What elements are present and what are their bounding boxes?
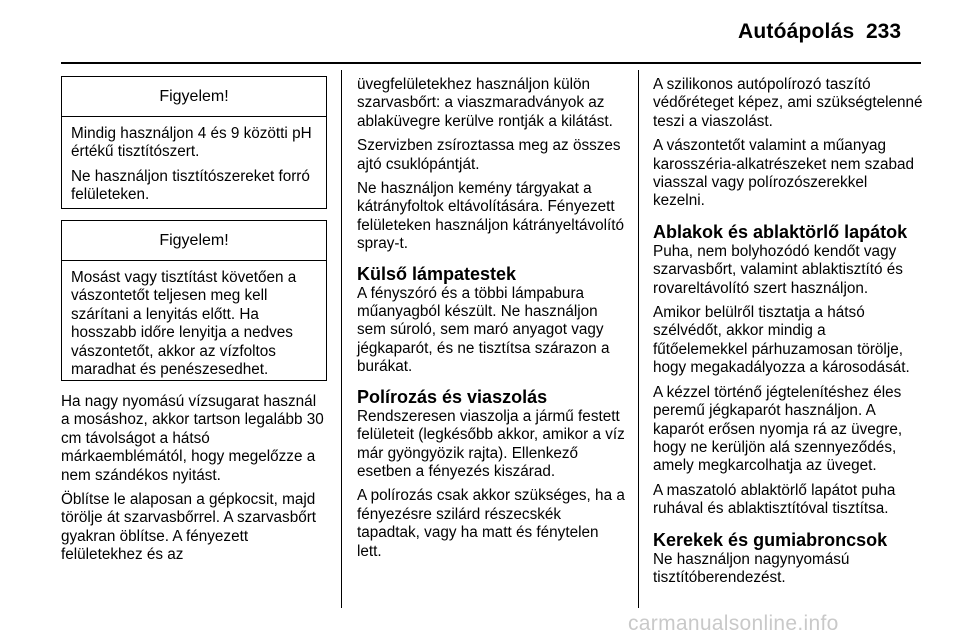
body-paragraph: Amikor belülről tisztatja a hátsó szélvédőt, akkor mindig a fűtőelemekkel párhuzamosan törölje, hogy megakadályozza a károsodását.: [653, 304, 910, 377]
body-paragraph: A szilikonos autópolírozó taszító védőréteget képez, ami szükségtelenné teszi a viaszolást.: [653, 76, 923, 130]
header-rule: [61, 62, 921, 64]
body-paragraph: Ha nagy nyomású vízsugarat használ a mosáshoz, akkor tartson legalább 30 cm távolságot a hátsó márkaemblémától, hogy megelőzze a nem szándékos nyitást.: [61, 393, 324, 484]
section-heading-wheels: Kerekek és gumiabroncsok: [653, 529, 888, 550]
body-paragraph: A polírozás csak akkor szükséges, ha a fényezésre szilárd részecskék tapadtak, vagy ha matt és fénytelen lett.: [357, 487, 625, 560]
column-3: [653, 76, 923, 593]
body-paragraph: Ne használjon nagynyomású tisztítóberendezést.: [653, 550, 850, 586]
running-header-title: Autóápolás: [738, 20, 855, 43]
body-paragraph: Ne használjon kemény tárgyakat a kátrányfoltok eltávolítására. Fényezett felületeken használjon kátrányeltávolító spray-t.: [357, 180, 625, 253]
warning-box-body: [62, 117, 326, 213]
body-paragraph: A fényszóró és a többi lámpabura műanyagból készült. Ne használjon sem súroló, sem maró anyagot vagy jégkaparót, és ne tisztítsa szárazon a burákat.: [357, 284, 610, 376]
watermark: carmanualsonline.info: [628, 612, 839, 635]
body-paragraph: Szervizben zsíroztassa meg az összes ajtó csuklópántját.: [357, 137, 621, 173]
warning-text: Mosást vagy tisztítást követően a vászontetőt teljesen meg kell szárítani a lenyitás előtt. Ha hosszabb időre lenyitja a nedves vászontetőt, akkor az vízfoltos maradhat és penészesedhet.: [71, 269, 297, 379]
body-paragraph: Rendszeresen viaszolja a jármű festett felületeit (legkésőbb akkor, amikor a víz már gyöngyözik rajta). Ellenkező esetben a fényezés kiszárad.: [357, 407, 625, 480]
section-heading-polish: Polírozás és viaszolás: [357, 386, 548, 407]
warning-box-title: Figyelem!: [62, 77, 326, 117]
column-divider-2: [638, 70, 639, 608]
body-paragraph: Öblítse le alaposan a gépkocsit, majd törölje át szarvasbőrrel. A szarvasbőrt gyakran öblítse. A fényezett felületekhez és az: [61, 491, 317, 564]
warning-box-body: [62, 261, 326, 387]
body-paragraph: A kézzel történő jégtelenítéshez éles peremű jégkaparót használjon. A kaparót erősen nyomja rá az üvegre, hogy ne kerüljön alá szennyeződés, amely megkarcolhatja az üveget.: [653, 383, 903, 475]
warning-box-title: Figyelem!: [62, 221, 326, 261]
section-heading-windows: Ablakok és ablaktörlő lapátok: [653, 221, 908, 242]
warning-box-2: [61, 220, 327, 381]
body-paragraph: üvegfelületekhez használjon külön szarvasbőrt: a viaszmaradványok az ablaküvegre kerülve rontják a kilátást.: [357, 76, 613, 130]
warning-box-1: [61, 76, 327, 209]
column-divider-1: [341, 70, 342, 608]
warning-text: Mindig használjon 4 és 9 közötti pH értékű tisztítószert.: [71, 125, 312, 161]
warning-text: Ne használjon tisztítószereket forró felületeken.: [71, 167, 310, 204]
body-paragraph: A maszatoló ablaktörlő lapátot puha ruhával és ablaktisztítóval tisztítsa.: [653, 481, 896, 518]
column-2: [357, 76, 625, 567]
section-heading-lamps: Külső lámpatestek: [357, 263, 517, 284]
page-number: 233: [866, 20, 902, 43]
body-paragraph: A vászontetőt valamint a műanyag karosszéria-alkatrészeket nem szabad viasszal vagy polírozószerekkel kezelni.: [653, 137, 915, 210]
body-paragraph: Puha, nem bolyhozódó kendőt vagy szarvasbőrt, valamint ablaktisztító és rovareltávolító szert használjon.: [653, 242, 903, 297]
column-1: [61, 76, 327, 571]
